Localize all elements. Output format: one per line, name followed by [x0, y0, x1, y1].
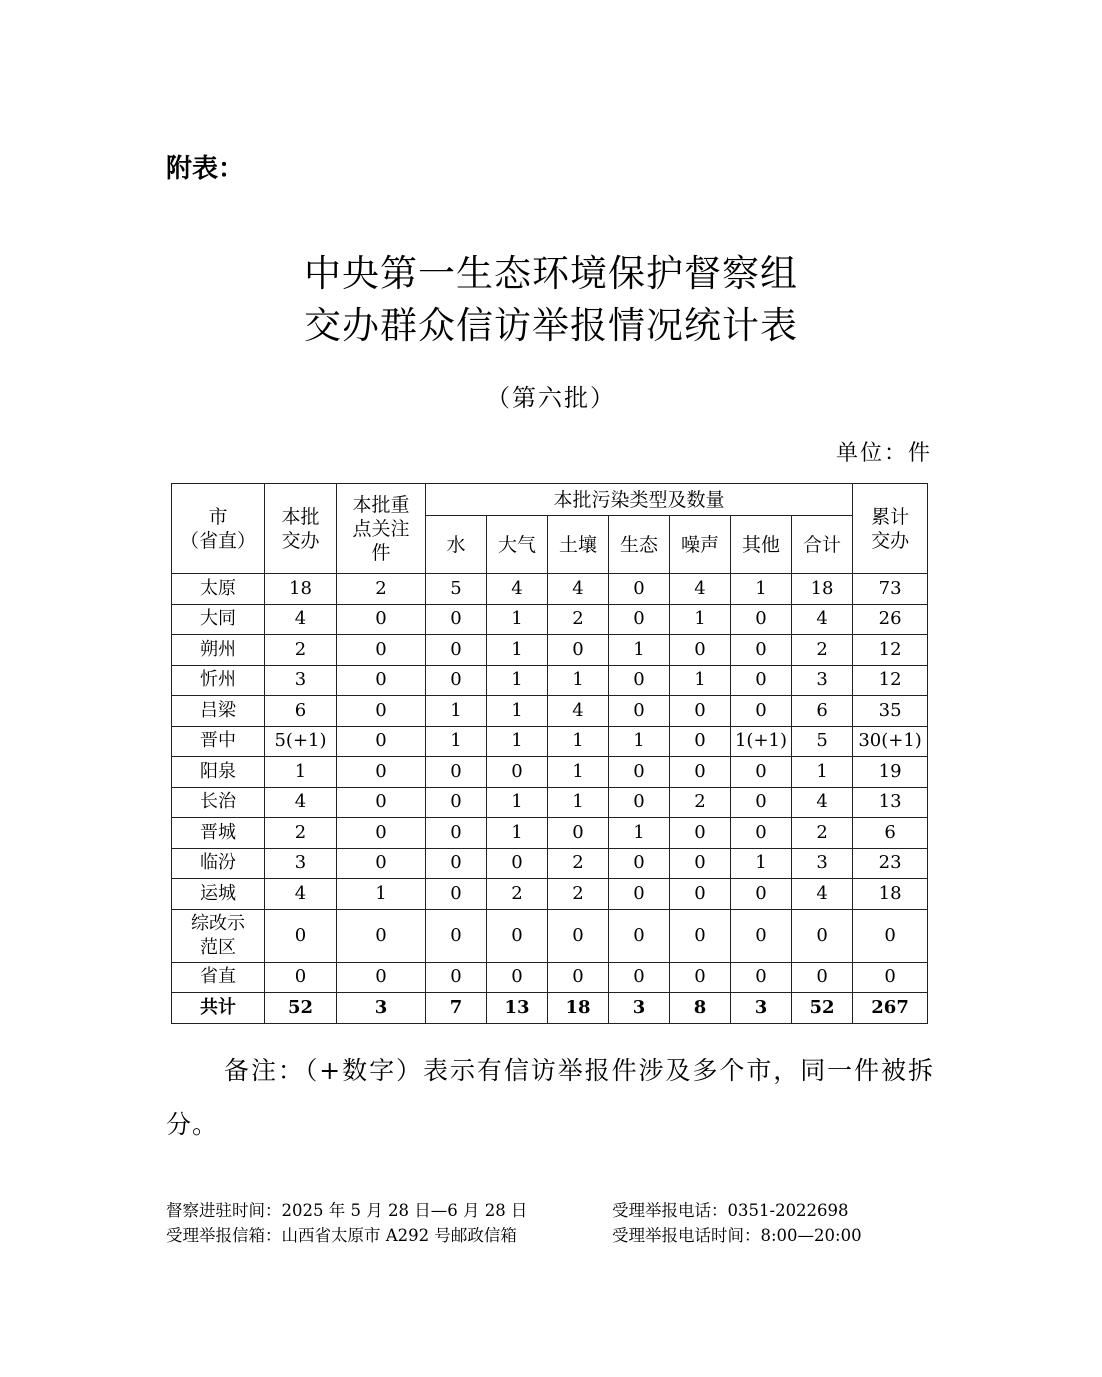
unit-label: 单位：件 [835, 441, 932, 466]
report-mailbox: 受理举报信箱：山西省太原市 A292 号邮政信箱 [166, 1226, 517, 1245]
value-cell: 1 [426, 726, 487, 757]
value-cell: 1 [487, 635, 548, 666]
city-cell: 阳泉 [172, 757, 265, 788]
value-cell: 0 [731, 787, 792, 818]
value-cell: 0 [609, 879, 670, 910]
value-cell: 0 [609, 909, 670, 962]
value-cell: 0 [426, 665, 487, 696]
value-cell: 2 [265, 635, 337, 666]
value-cell: 1 [609, 635, 670, 666]
value-cell: 0 [670, 879, 731, 910]
value-cell: 12 [853, 635, 928, 666]
value-cell: 0 [337, 604, 426, 635]
table-row [172, 818, 928, 849]
value-cell: 0 [609, 696, 670, 727]
value-cell: 0 [337, 962, 426, 993]
value-cell: 0 [337, 726, 426, 757]
title-line-2: 交办群众信访举报情况统计表 [304, 304, 798, 347]
value-cell: 0 [853, 909, 928, 962]
total-value-cell: 13 [487, 993, 548, 1024]
report-phone-hours: 受理举报电话时间：8:00—20:00 [612, 1226, 862, 1245]
value-cell: 0 [670, 726, 731, 757]
header-water: 水 [426, 516, 487, 574]
value-cell: 0 [337, 757, 426, 788]
value-cell: 4 [265, 604, 337, 635]
value-cell: 4 [487, 574, 548, 605]
value-cell: 0 [426, 604, 487, 635]
value-cell: 0 [487, 909, 548, 962]
value-cell: 0 [731, 635, 792, 666]
value-cell: 0 [487, 757, 548, 788]
value-cell: 4 [548, 574, 609, 605]
value-cell: 6 [265, 696, 337, 727]
value-cell: 4 [265, 879, 337, 910]
value-cell: 0 [426, 848, 487, 879]
header-city-line-1: 市 [208, 505, 228, 528]
value-cell: 1 [487, 696, 548, 727]
value-cell: 5(+1) [265, 726, 337, 757]
value-cell: 1 [731, 574, 792, 605]
value-cell: 0 [609, 757, 670, 788]
header-soil: 土壤 [548, 516, 609, 574]
value-cell: 0 [731, 604, 792, 635]
value-cell: 4 [548, 696, 609, 727]
value-cell: 2 [337, 574, 426, 605]
city-name-line: 综改示 [191, 912, 245, 934]
value-cell: 0 [731, 665, 792, 696]
batch-label: （第六批） [486, 384, 616, 412]
value-cell: 3 [265, 848, 337, 879]
table-row [172, 909, 928, 962]
value-cell: 0 [548, 962, 609, 993]
value-cell: 35 [853, 696, 928, 727]
value-cell: 1 [337, 879, 426, 910]
value-cell: 0 [731, 818, 792, 849]
stationing-period: 督察进驻时间：2025 年 5 月 28 日—6 月 28 日 [166, 1201, 528, 1220]
total-value-cell: 52 [792, 993, 853, 1024]
value-cell: 4 [792, 787, 853, 818]
value-cell: 0 [731, 909, 792, 962]
city-cell: 临汾 [172, 848, 265, 879]
city-cell: 运城 [172, 879, 265, 910]
value-cell: 0 [609, 604, 670, 635]
value-cell: 2 [487, 879, 548, 910]
value-cell: 3 [265, 665, 337, 696]
value-cell: 1 [792, 757, 853, 788]
value-cell: 26 [853, 604, 928, 635]
table-row [172, 726, 928, 757]
value-cell: 1 [265, 757, 337, 788]
value-cell: 0 [731, 879, 792, 910]
value-cell: 0 [670, 757, 731, 788]
value-cell: 1 [609, 726, 670, 757]
value-cell: 0 [337, 787, 426, 818]
value-cell: 1 [670, 665, 731, 696]
value-cell: 1 [426, 696, 487, 727]
city-cell: 晋中 [172, 726, 265, 757]
attachment-label: 附表： [166, 154, 245, 184]
value-cell: 4 [265, 787, 337, 818]
table-row [172, 962, 928, 993]
city-cell: 朔州 [172, 635, 265, 666]
value-cell: 0 [487, 962, 548, 993]
city-cell: 晋城 [172, 818, 265, 849]
table-body [172, 574, 928, 1024]
city-cell: 太原 [172, 574, 265, 605]
total-value-cell: 3 [609, 993, 670, 1024]
table-row [172, 665, 928, 696]
header-subtotal: 合计 [792, 516, 853, 574]
header-assigned [265, 484, 337, 574]
value-cell: 0 [337, 696, 426, 727]
value-cell: 1 [548, 757, 609, 788]
value-cell: 0 [337, 635, 426, 666]
value-cell: 1 [731, 848, 792, 879]
header-city [172, 484, 265, 574]
value-cell: 0 [426, 635, 487, 666]
value-cell: 2 [548, 848, 609, 879]
header-cumulative [853, 484, 928, 574]
total-value-cell: 3 [337, 993, 426, 1024]
value-cell: 1 [609, 818, 670, 849]
statistics-table [171, 483, 928, 1024]
value-cell: 2 [792, 635, 853, 666]
footer-left [166, 1198, 527, 1248]
value-cell: 6 [853, 818, 928, 849]
value-cell: 0 [337, 909, 426, 962]
value-cell: 4 [670, 574, 731, 605]
value-cell: 0 [426, 787, 487, 818]
value-cell: 0 [426, 818, 487, 849]
city-name-line: 范区 [200, 936, 236, 958]
value-cell: 0 [426, 962, 487, 993]
value-cell: 0 [670, 962, 731, 993]
header-key-line-1: 本批重 [352, 493, 410, 516]
city-cell: 吕梁 [172, 696, 265, 727]
value-cell: 0 [670, 909, 731, 962]
total-value-cell: 267 [853, 993, 928, 1024]
total-label: 共计 [172, 993, 265, 1024]
total-value-cell: 3 [731, 993, 792, 1024]
city-cell: 大同 [172, 604, 265, 635]
footer-right [612, 1198, 862, 1248]
value-cell: 0 [609, 848, 670, 879]
header-key-line-2: 点关注 [352, 517, 410, 540]
value-cell: 2 [548, 604, 609, 635]
table-row [172, 635, 928, 666]
value-cell: 19 [853, 757, 928, 788]
value-cell: 0 [609, 787, 670, 818]
value-cell: 0 [609, 962, 670, 993]
header-city-line-2: （省直） [179, 529, 256, 552]
value-cell: 1 [487, 787, 548, 818]
value-cell: 0 [670, 635, 731, 666]
header-key-concern [337, 484, 426, 574]
value-cell: 3 [792, 665, 853, 696]
value-cell: 1 [487, 604, 548, 635]
value-cell: 1(+1) [731, 726, 792, 757]
table-row [172, 604, 928, 635]
value-cell: 0 [487, 848, 548, 879]
header-cumulative-line-1: 累计 [871, 505, 910, 528]
table-row [172, 879, 928, 910]
value-cell: 4 [792, 879, 853, 910]
total-value-cell: 18 [548, 993, 609, 1024]
value-cell: 0 [792, 962, 853, 993]
table-row [172, 787, 928, 818]
header-air: 大气 [487, 516, 548, 574]
value-cell: 1 [487, 818, 548, 849]
value-cell: 5 [792, 726, 853, 757]
note: 备注：（+数字）表示有信访举报件涉及多个市，同一件被拆分。 [166, 1056, 934, 1139]
value-cell: 0 [548, 818, 609, 849]
value-cell: 0 [426, 909, 487, 962]
header-other: 其他 [731, 516, 792, 574]
table-row [172, 574, 928, 605]
table-row [172, 757, 928, 788]
total-value-cell: 52 [265, 993, 337, 1024]
value-cell: 0 [731, 757, 792, 788]
value-cell: 73 [853, 574, 928, 605]
total-value-cell: 8 [670, 993, 731, 1024]
value-cell: 0 [670, 848, 731, 879]
value-cell: 1 [548, 726, 609, 757]
value-cell: 1 [487, 665, 548, 696]
value-cell: 1 [548, 787, 609, 818]
title-line-1: 中央第一生态环境保护督察组 [304, 252, 798, 295]
value-cell: 0 [609, 665, 670, 696]
value-cell: 4 [792, 604, 853, 635]
header-assigned-line-1: 本批 [281, 505, 320, 528]
value-cell: 0 [792, 909, 853, 962]
value-cell: 6 [792, 696, 853, 727]
value-cell: 0 [337, 665, 426, 696]
value-cell: 0 [337, 818, 426, 849]
value-cell: 5 [426, 574, 487, 605]
value-cell: 0 [853, 962, 928, 993]
value-cell: 2 [670, 787, 731, 818]
header-assigned-line-2: 交办 [281, 529, 320, 552]
value-cell: 3 [792, 848, 853, 879]
table-row [172, 696, 928, 727]
value-cell: 0 [426, 879, 487, 910]
table-row [172, 848, 928, 879]
header-noise: 噪声 [670, 516, 731, 574]
value-cell: 12 [853, 665, 928, 696]
value-cell: 0 [731, 962, 792, 993]
value-cell: 2 [265, 818, 337, 849]
header-pollution-group: 本批污染类型及数量 [426, 484, 853, 516]
header-cumulative-line-2: 交办 [871, 529, 910, 552]
value-cell: 18 [792, 574, 853, 605]
value-cell: 0 [548, 909, 609, 962]
value-cell: 1 [670, 604, 731, 635]
value-cell: 2 [548, 879, 609, 910]
value-cell: 0 [731, 696, 792, 727]
value-cell: 1 [548, 665, 609, 696]
header-ecology: 生态 [609, 516, 670, 574]
header-key-line-3: 件 [371, 541, 391, 564]
value-cell: 0 [609, 574, 670, 605]
value-cell: 0 [548, 635, 609, 666]
total-value-cell: 7 [426, 993, 487, 1024]
value-cell: 0 [265, 909, 337, 962]
city-cell [172, 909, 265, 962]
value-cell: 0 [670, 818, 731, 849]
city-cell: 省直 [172, 962, 265, 993]
value-cell: 0 [337, 848, 426, 879]
city-cell: 长治 [172, 787, 265, 818]
city-cell: 忻州 [172, 665, 265, 696]
value-cell: 13 [853, 787, 928, 818]
value-cell: 23 [853, 848, 928, 879]
value-cell: 1 [487, 726, 548, 757]
value-cell: 30(+1) [853, 726, 928, 757]
value-cell: 2 [792, 818, 853, 849]
document-title [0, 248, 1102, 352]
value-cell: 0 [265, 962, 337, 993]
total-row [172, 993, 928, 1024]
report-phone: 受理举报电话：0351-2022698 [612, 1201, 849, 1220]
value-cell: 18 [853, 879, 928, 910]
value-cell: 0 [426, 757, 487, 788]
value-cell: 18 [265, 574, 337, 605]
value-cell: 0 [670, 696, 731, 727]
